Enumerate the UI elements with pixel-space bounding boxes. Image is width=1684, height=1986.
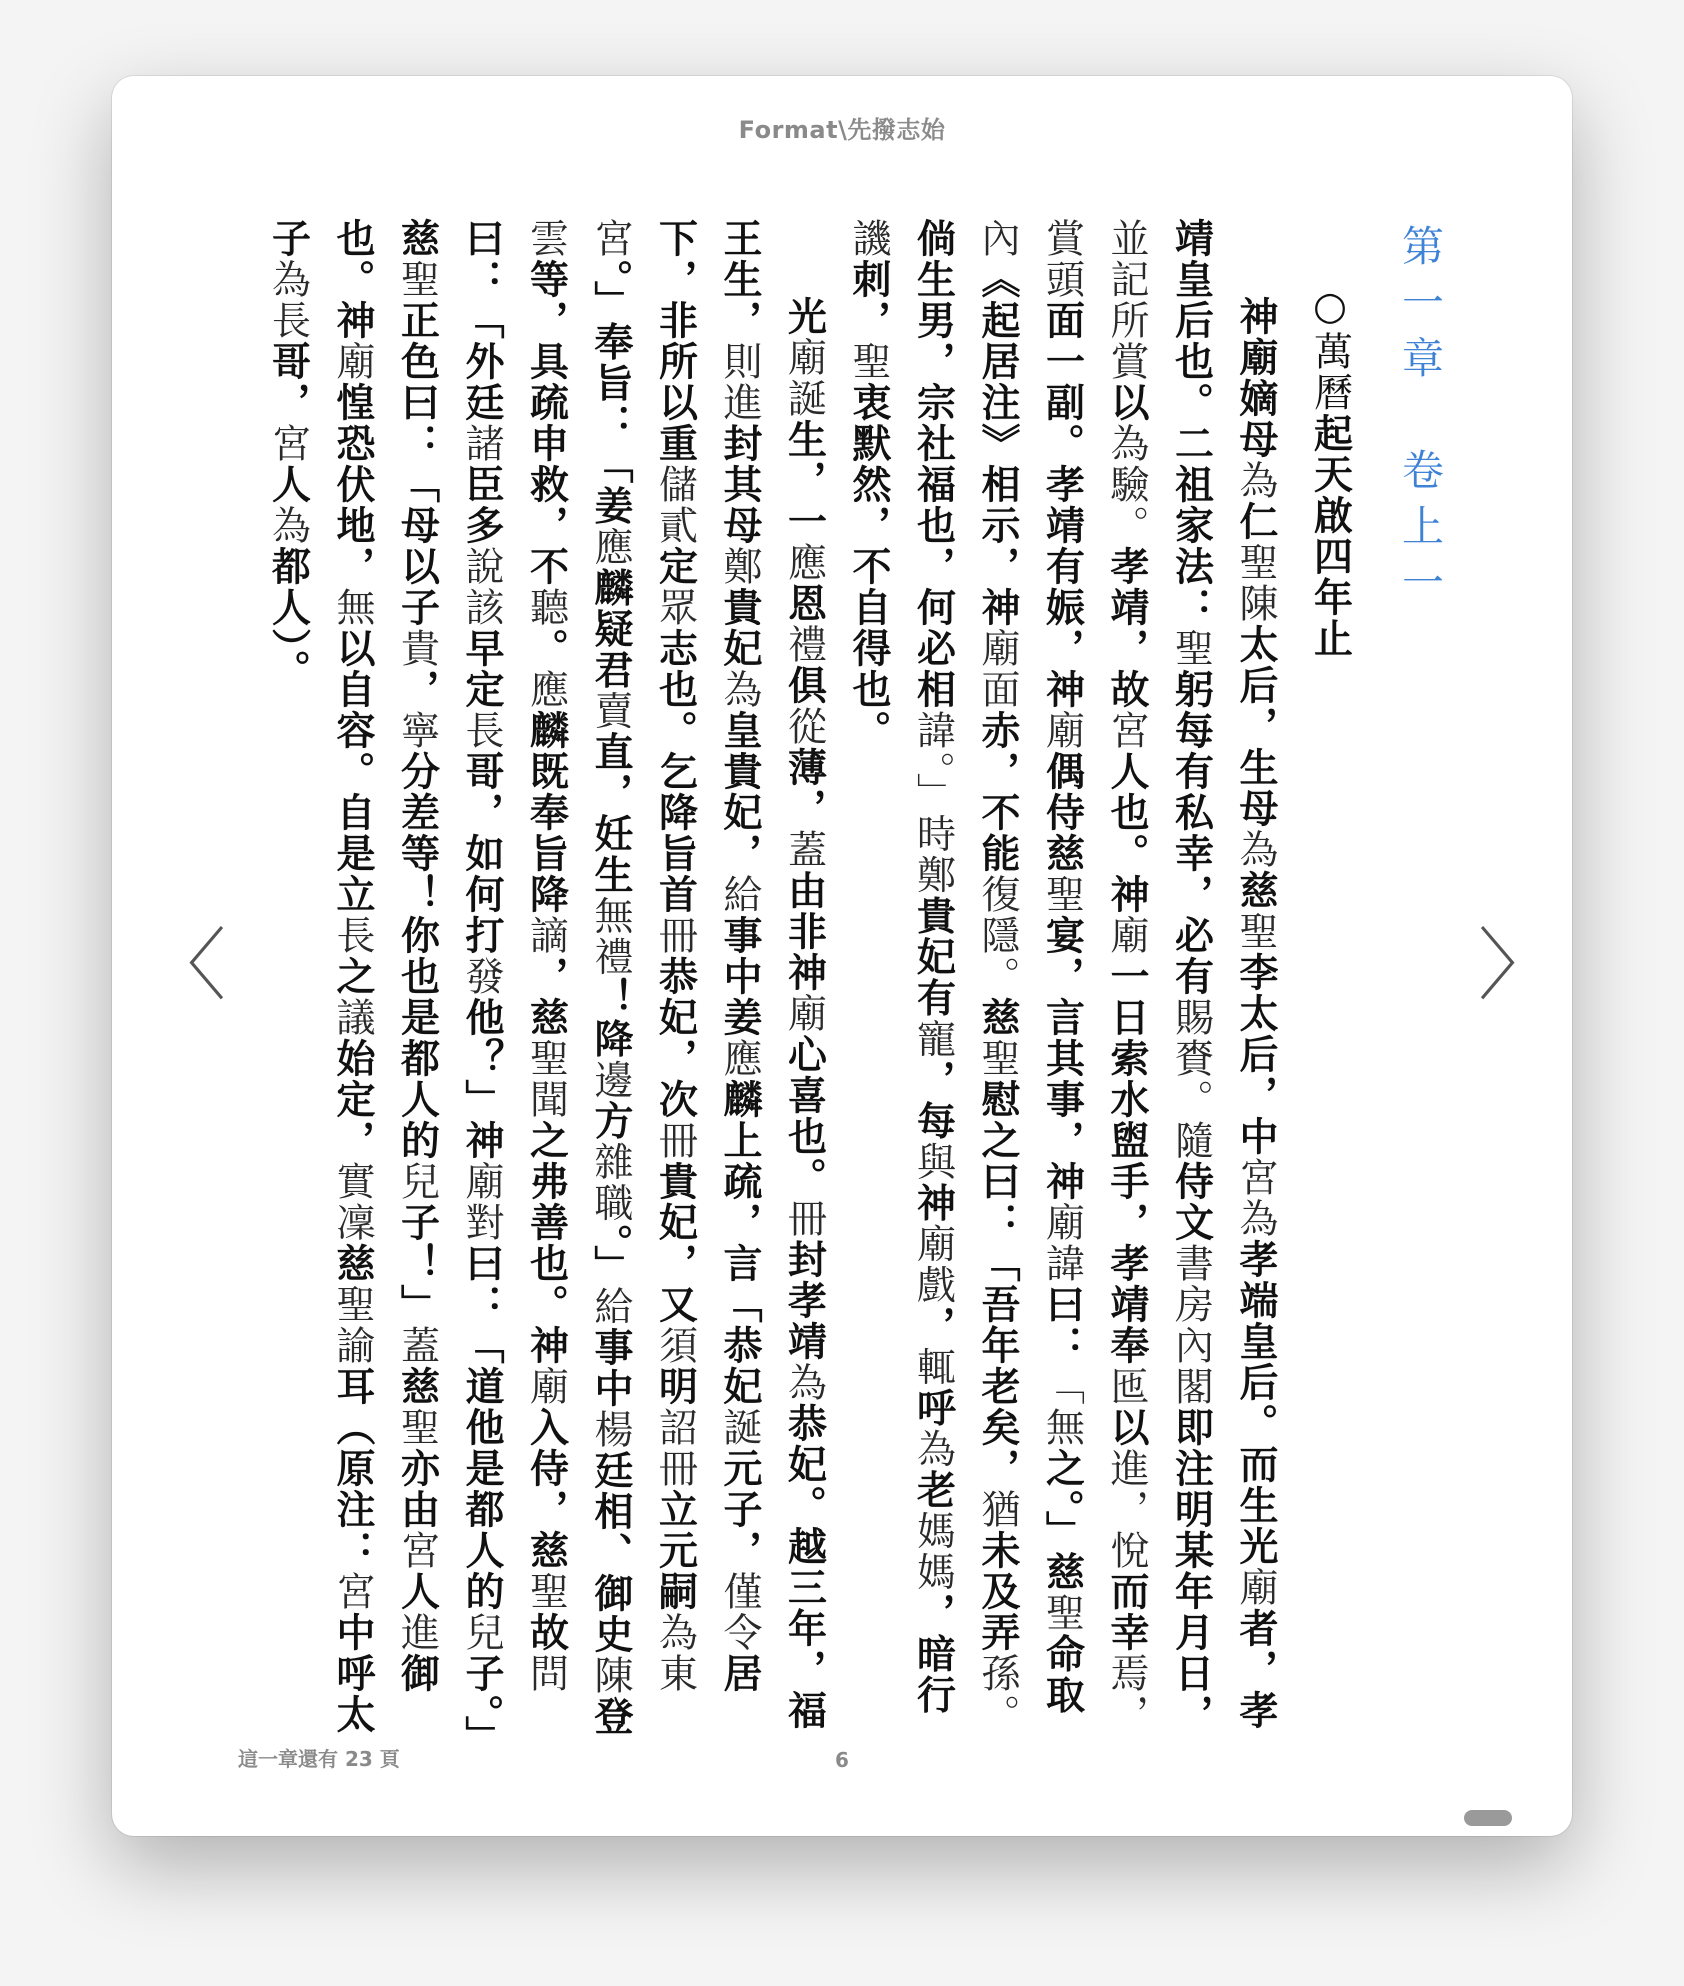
text-run: 聖	[523, 1571, 569, 1612]
text-run: 謫	[523, 915, 569, 956]
text-run: 應	[523, 669, 569, 710]
text-run: 入侍，慈	[523, 1407, 569, 1571]
text-run: 慈	[975, 997, 1020, 1038]
text-run: 倘生男，宗社福也，何必相	[910, 218, 956, 710]
text-run: 光	[781, 296, 827, 337]
text-run: 冊	[781, 1198, 827, 1239]
text-run: 。	[523, 628, 569, 669]
text-run: 聖	[1039, 874, 1085, 915]
text-run: 須	[652, 1325, 698, 1366]
text-run: 曰：「道他是都人的	[459, 1243, 504, 1612]
text-run: 聖陳	[1233, 542, 1278, 624]
text-run: 人	[265, 464, 311, 505]
text-run: 無	[330, 587, 375, 628]
text-run: 內	[975, 218, 1020, 259]
text-run: 並記所賞	[1104, 218, 1149, 382]
text-run: 故	[523, 1612, 569, 1653]
text-run: 封其母	[717, 423, 762, 546]
scroll-indicator[interactable]	[1464, 1810, 1512, 1826]
text-run: 從	[781, 706, 827, 747]
text-run: 臣多	[459, 464, 504, 546]
text-run: 聖諭	[330, 1284, 375, 1366]
text-run: 居下，非所以重	[652, 218, 762, 1694]
text-run: 以	[1104, 1407, 1149, 1448]
paragraph-1	[836, 218, 1288, 1748]
text-run: 惶恐伏地，	[330, 382, 375, 587]
text-run: 即注明某年月日，	[1168, 1407, 1214, 1735]
text-run: 應	[588, 526, 633, 568]
text-run: 始定，	[330, 1038, 375, 1161]
text-run: 「無	[1039, 1366, 1085, 1448]
text-run: 眾	[652, 587, 698, 628]
text-run: 俱	[781, 665, 827, 706]
text-run: 恩	[781, 583, 827, 624]
text-run: 耳（原注：	[330, 1366, 375, 1571]
text-run: 他？」神	[459, 997, 504, 1161]
text-run: 兒	[394, 1161, 440, 1202]
section-heading-prefix: ○萬曆	[1307, 284, 1353, 413]
text-run: 廷相、御史	[588, 1450, 633, 1655]
text-run: 聖聞	[523, 1038, 569, 1120]
text-run: 衷默然，不自得也。	[846, 382, 891, 751]
text-run: 時鄭	[910, 813, 956, 896]
text-run: 廟	[781, 993, 827, 1034]
text-run: 廟	[1039, 710, 1085, 751]
text-run: 正色曰：「母以子	[394, 300, 440, 628]
text-run: ，慈	[523, 956, 569, 1038]
text-run: 。」奉旨：「姜	[588, 259, 633, 527]
text-run: 匜	[1104, 1366, 1149, 1407]
text-run: 僅令	[717, 1571, 762, 1653]
text-run: 廟諱	[1039, 1202, 1085, 1284]
text-run: 冊	[652, 1120, 698, 1161]
text-run: 慈	[1233, 870, 1278, 911]
text-run: 猶	[975, 1489, 1020, 1530]
text-run: 誕	[717, 1407, 762, 1448]
text-run: 則進	[717, 341, 762, 423]
next-page-button[interactable]: 〉	[1478, 921, 1557, 1011]
text-run: 應	[781, 542, 827, 583]
text-run: 之	[330, 956, 375, 997]
text-run: 御也。神	[330, 218, 440, 1694]
text-run: 發	[459, 956, 504, 997]
text-run: 呼	[910, 1387, 956, 1429]
text-run: 為	[265, 505, 311, 546]
text-run: ！降	[588, 977, 633, 1060]
text-run: 雲	[523, 218, 569, 259]
text-run: 廟	[330, 341, 375, 382]
text-run: 廟	[1104, 915, 1149, 956]
text-run: 聖	[975, 1038, 1020, 1079]
text-run: 邊	[588, 1059, 633, 1101]
text-run: 廟	[523, 1366, 569, 1407]
text-run: 為	[1233, 460, 1278, 501]
text-run: 直，妊生	[588, 731, 633, 896]
text-run: 聖	[394, 1407, 440, 1448]
previous-page-button[interactable]: 〈	[148, 921, 227, 1011]
text-run: 麟既奉旨降	[523, 710, 569, 915]
text-run: 聖	[1168, 628, 1214, 669]
reader-window	[112, 76, 1572, 1836]
text-run: 儲貳	[652, 464, 698, 546]
text-run: 明	[652, 1366, 698, 1407]
text-run: 諸	[459, 423, 504, 464]
text-run: 恭妃，次	[652, 956, 698, 1120]
text-run: 侍文	[1168, 1161, 1214, 1243]
text-run: 廟	[1233, 1567, 1278, 1608]
text-run: 為	[1233, 829, 1278, 870]
text-run: 給	[717, 874, 762, 915]
section-heading-range: 起天啟四年止	[1307, 413, 1353, 659]
text-run: 楊	[588, 1409, 633, 1450]
text-run: 都人）。	[265, 546, 311, 691]
text-run: 寵	[910, 1018, 956, 1060]
text-run: 聽	[523, 587, 569, 628]
text-run: 宴，言其事，神	[1039, 915, 1085, 1202]
text-run: 宮	[265, 423, 311, 464]
text-run: 皇貴妃，	[717, 710, 762, 874]
text-run: 復隱。	[975, 874, 1020, 997]
text-run: 宮	[1104, 710, 1149, 751]
text-run: 貴妃，又	[652, 1161, 698, 1325]
text-run: 孝端皇后。而生光	[1233, 1239, 1278, 1567]
paragraph-2	[255, 218, 836, 1748]
section-heading	[1297, 218, 1362, 1748]
text-run: 薄，	[781, 747, 827, 829]
text-run: 蓋	[394, 1325, 440, 1366]
text-run: 實凜	[330, 1161, 375, 1243]
text-run: 貴	[394, 628, 440, 669]
text-run: 之。」慈	[1039, 1448, 1085, 1593]
text-run: 為	[910, 1428, 956, 1470]
text-run: 者，孝靖皇后也。二祖家法：	[1168, 218, 1278, 1731]
text-run: 命取	[1039, 1633, 1085, 1716]
text-run: 宮	[394, 1530, 440, 1571]
text-run: 子。」慈	[394, 218, 504, 1737]
text-run: 焉，賞頭	[1039, 218, 1149, 1735]
text-run: 生，一	[781, 419, 827, 542]
text-run: 事中	[588, 1327, 633, 1409]
text-run: 心喜也。	[781, 1034, 827, 1198]
text-run: 說該	[459, 546, 504, 628]
text-run: 分差等！你也是都人的	[394, 751, 440, 1161]
text-run: 為	[781, 1362, 827, 1403]
text-run: 慰之曰：「吾年老矣，	[975, 1079, 1020, 1489]
text-run: 慈	[330, 1243, 375, 1284]
text-run: 宮為	[1233, 1157, 1278, 1239]
text-run: 與	[910, 1141, 956, 1183]
text-run: 聖	[394, 259, 440, 300]
text-run: 賣	[588, 690, 633, 732]
text-run: 諱。」	[910, 710, 956, 814]
text-run: 中呼太子	[265, 218, 375, 1735]
text-run: 鄭	[717, 546, 762, 587]
text-run: 之弗善也。神	[523, 1120, 569, 1366]
text-run: 以	[1104, 382, 1149, 423]
text-run: 未及弄	[975, 1530, 1020, 1653]
text-run: 給	[588, 1286, 633, 1327]
text-run: 陳	[588, 1655, 633, 1696]
text-run: 曰：「外廷	[459, 218, 504, 423]
text-run: 為東宮	[588, 218, 698, 1694]
text-run: 方	[588, 1100, 633, 1142]
text-run: 雜職	[588, 1141, 633, 1224]
text-run: 廟戲	[910, 1223, 956, 1306]
text-run: 聖	[846, 341, 891, 382]
text-run: ，每	[910, 1059, 956, 1142]
text-run: 以自容。自是立	[330, 628, 375, 915]
text-run: 仁	[1233, 501, 1278, 542]
text-run: 老	[910, 1469, 956, 1511]
text-run: 宮	[330, 1571, 375, 1612]
page-content	[265, 218, 1452, 1748]
text-run: 慈	[394, 1366, 440, 1407]
text-run: 兒	[459, 1612, 504, 1653]
text-run: 面一副。孝靖有娠，神	[1039, 300, 1085, 710]
text-run: 。」	[588, 1223, 633, 1286]
text-run: 應	[717, 1038, 762, 1079]
text-run: 子！」	[394, 1202, 440, 1325]
text-run: 曰：	[1039, 1284, 1085, 1366]
text-run: 太后，生母	[1233, 624, 1278, 829]
text-run: 輒	[910, 1346, 956, 1388]
text-run: 早定	[459, 628, 504, 710]
text-run: 貴妃有	[910, 895, 956, 1019]
text-run: 譏	[846, 218, 891, 259]
text-run: 廟對	[459, 1161, 504, 1243]
text-run: 麟上疏，言「恭妃	[717, 1079, 762, 1407]
page-number: 6	[835, 1748, 849, 1772]
text-run: 麟疑君	[588, 567, 633, 691]
text-run: 賜賚。隨	[1168, 997, 1214, 1161]
text-run: 媽媽	[910, 1510, 956, 1593]
text-run: 貴妃	[717, 587, 762, 669]
text-run: 由非神	[781, 870, 827, 993]
text-run: 封孝靖	[781, 1239, 827, 1362]
text-run: 禮	[781, 624, 827, 665]
text-run: ，	[910, 1305, 956, 1347]
text-run: 躬每有私幸，必有	[1168, 669, 1214, 997]
text-run: 偶侍慈	[1039, 751, 1085, 874]
text-run: 寧	[394, 710, 440, 751]
text-run: 廟誕	[781, 337, 827, 419]
text-run: 進，悅	[1104, 1448, 1149, 1571]
window-title: Format\先撥志始	[738, 116, 946, 144]
text-run: 哥，如何打	[459, 751, 504, 956]
text-run: 長	[459, 710, 504, 751]
text-run: 廟面	[975, 628, 1020, 710]
chapter-title[interactable]: 第一章 卷上一	[1396, 224, 1445, 616]
text-run: 恭妃。越三年，福王生，	[717, 218, 827, 1731]
text-run: 亦由	[394, 1448, 440, 1530]
text-run: 為	[717, 669, 762, 710]
text-run: 神	[910, 1182, 956, 1224]
text-run: 無禮	[588, 895, 633, 978]
text-run: 志也。乞降旨首	[652, 628, 698, 915]
text-run: 聖	[1233, 911, 1278, 952]
text-run: 人	[394, 1571, 440, 1612]
text-run: 聖	[1039, 1592, 1085, 1634]
text-run: 定	[652, 546, 698, 587]
text-run: 為驗。	[1104, 423, 1149, 546]
text-run: 《起居注》相示，神	[975, 259, 1020, 628]
text-run: 進	[394, 1612, 440, 1653]
text-run: 刺，	[846, 259, 891, 341]
text-run: 詔冊	[652, 1407, 698, 1489]
text-run: 而幸	[1104, 1571, 1149, 1653]
text-run: 人也。神	[1104, 751, 1149, 915]
text-run: 為長	[265, 259, 311, 341]
text-run: 孝靖，故	[1104, 546, 1149, 710]
text-run: 赤，不能	[975, 710, 1020, 874]
text-run: 神廟嫡母	[1233, 296, 1278, 460]
text-run: 元子，	[717, 1448, 762, 1571]
text-run: 事中姜	[717, 915, 762, 1038]
text-run: 書房內閣	[1168, 1243, 1214, 1407]
text-run: 等，具疏申救，不	[523, 259, 569, 587]
text-run: ，	[394, 669, 440, 710]
text-run: 立元嗣	[652, 1489, 698, 1612]
text-run: 哥，	[265, 341, 311, 423]
text-run: 長	[330, 915, 375, 956]
text-run: 孫。	[975, 1653, 1020, 1735]
text-run: 冊	[652, 915, 698, 956]
text-run: 議	[330, 997, 375, 1038]
text-run: 一日索水盥手，孝靖奉	[1104, 956, 1149, 1366]
text-run: 李太后，中	[1233, 952, 1278, 1157]
text-run: ，暗行	[910, 1592, 956, 1716]
text-run: 登	[588, 1696, 633, 1737]
vertical-text-column	[255, 218, 1452, 1748]
text-run: 蓋	[781, 829, 827, 870]
chapter-pages-remaining: 這一章還有 23 頁	[238, 1747, 400, 1771]
text-run: 問	[523, 1653, 569, 1694]
